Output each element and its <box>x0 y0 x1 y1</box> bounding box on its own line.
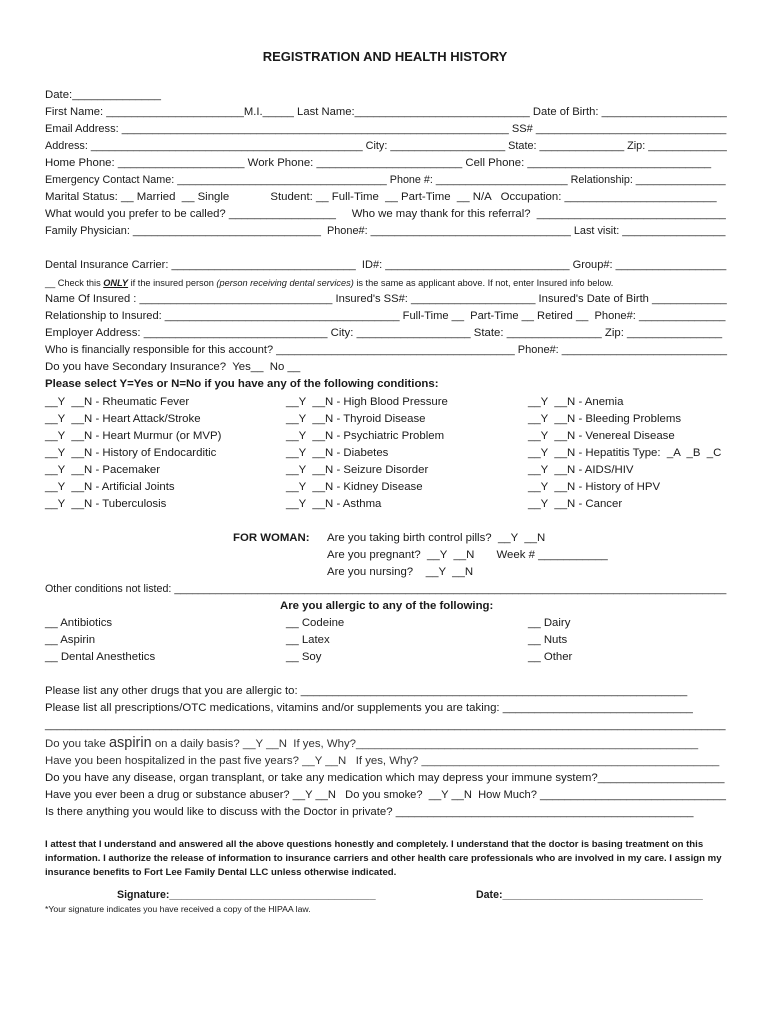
condition-item[interactable]: __Y __N - High Blood Pressure <box>286 396 448 408</box>
prescriptions-field[interactable]: Please list all prescriptions/OTC medications, vitamins and/or supplements you are taking: ______________________________ <box>45 702 693 714</box>
condition-item[interactable]: __Y __N - Psychiatric Problem <box>286 430 445 442</box>
condition-item[interactable]: __Y __N - AIDS/HIV <box>528 464 634 476</box>
prescriptions-continuation-line[interactable]: _________________________________________________________________________________________________________________ <box>45 719 726 731</box>
substance-smoking-question[interactable]: Have you ever been a drug or substance abuser? __Y __N Do you smoke? __Y __N How Much? ______________________________ <box>45 789 726 801</box>
condition-item[interactable]: __Y __N - Diabetes <box>286 447 389 459</box>
secondary-insurance-field[interactable]: Do you have Secondary Insurance? Yes__ No __ <box>45 361 301 373</box>
aspirin-question[interactable] <box>45 736 698 751</box>
immune-question[interactable]: Do you have any disease, organ transplant, or take any medication which may depress your immune system?____________________ <box>45 772 725 784</box>
check-text-italic: (person receiving dental services) <box>216 278 354 288</box>
financial-responsible-fields[interactable]: Who is financially responsible for this account? _______________________________________ Phone#: ___________________________ <box>45 344 727 356</box>
signature-date-field[interactable]: Date:__________________________________ <box>476 889 703 901</box>
relationship-fields[interactable]: Relationship to Insured: ______________________________________ Full-Time __ Part-Time __ Retired __ Phone#: ______________ <box>45 310 726 322</box>
condition-item[interactable]: __Y __N - Cancer <box>528 498 623 510</box>
condition-item[interactable]: __Y __N - Artificial Joints <box>45 481 175 493</box>
condition-item[interactable]: __Y __N - Pacemaker <box>45 464 161 476</box>
condition-item[interactable]: __Y __N - Seizure Disorder <box>286 464 429 476</box>
attestation-statement: I attest that I understand and answered all the above questions honestly and completely. I understand that the doctor is basing treatment on this information. I authorize the release of information to insurance carriers and other health care professionals who are involved in my care. I assign my insurance benefits to Fort Lee Family Dental LLC unless otherwise indicated. <box>45 839 722 878</box>
condition-item[interactable]: __Y __N - Kidney Disease <box>286 481 423 493</box>
nursing-question[interactable]: Are you nursing? __Y __N <box>327 566 474 578</box>
check-only-word: ONLY <box>103 278 129 288</box>
condition-item[interactable]: __Y __N - Venereal Disease <box>528 430 675 442</box>
form-title: REGISTRATION AND HEALTH HISTORY <box>262 49 508 64</box>
emergency-contact-fields[interactable]: Emergency Contact Name: ___________________________________ Phone #: ______________________ Relationship: _______________ <box>45 174 726 186</box>
other-drug-allergies-field[interactable]: Please list any other drugs that you are allergic to: _____________________________________________________________ <box>45 685 688 697</box>
allergy-item[interactable]: __ Soy <box>286 651 322 663</box>
employer-address-fields[interactable]: Employer Address: _____________________________ City: __________________ State: _______________ Zip: _______________ <box>45 327 723 339</box>
date-field[interactable]: Date:______________ <box>45 89 161 101</box>
condition-item[interactable]: __Y __N - History of Endocarditic <box>45 447 217 459</box>
condition-item[interactable]: __Y __N - Asthma <box>286 498 382 510</box>
condition-item[interactable]: __Y __N - Anemia <box>528 396 624 408</box>
pregnant-question[interactable]: Are you pregnant? __Y __N Week # ___________ <box>327 549 608 561</box>
allergy-item[interactable]: __ Latex <box>286 634 330 646</box>
address-fields[interactable]: Address: _____________________________________________ City: ___________________ State: ______________ Zip: _____________ <box>45 140 727 152</box>
aspirin-text: Do you take <box>45 738 109 750</box>
dental-insurance-fields[interactable]: Dental Insurance Carrier: ______________________________ ID#: ______________________________ Group#: __________________ <box>45 259 727 271</box>
allergy-item[interactable]: __ Antibiotics <box>45 617 113 629</box>
same-as-applicant-checkbox[interactable] <box>45 276 613 290</box>
aspirin-word: aspirin <box>108 735 152 751</box>
allergies-heading: Are you allergic to any of the following: <box>280 600 494 612</box>
condition-item[interactable]: __Y __N - Rheumatic Fever <box>45 396 190 408</box>
marital-student-fields[interactable]: Marital Status: __ Married __ Single Student: __ Full-Time __ Part-Time __ N/A Occupation: ________________________ <box>45 191 717 203</box>
condition-item[interactable]: __Y __N - History of HPV <box>528 481 661 493</box>
allergy-item[interactable]: __ Dental Anesthetics <box>45 651 156 663</box>
check-text: __ Check this <box>45 278 104 288</box>
allergy-item[interactable]: __ Aspirin <box>45 634 96 646</box>
hipaa-footnote: *Your signature indicates you have received a copy of the HIPAA law. <box>45 904 311 914</box>
condition-item[interactable]: __Y __N - Heart Attack/Stroke <box>45 413 201 425</box>
other-conditions-field[interactable]: Other conditions not listed: _____________________________________________________________________________________________ <box>45 583 727 595</box>
aspirin-text-post: on a daily basis? __Y __N If yes, Why?______________________________________________________ <box>151 738 699 750</box>
email-ssn-fields[interactable]: Email Address: _______________________________________________________________ SS# _______________________________ <box>45 123 727 135</box>
insured-name-fields[interactable]: Name Of Insured : _______________________________ Insured's SS#: ____________________ Insured's Date of Birth ____________ <box>45 293 727 305</box>
allergy-item[interactable]: __ Nuts <box>528 634 568 646</box>
name-fields[interactable]: First Name: ______________________M.I._____ Last Name:____________________________ Date of Birth: ____________________ <box>45 106 727 118</box>
preferred-name-referral-fields[interactable]: What would you prefer to be called? _________________ Who we may thank for this referral? ______________________________ <box>45 208 726 220</box>
conditions-heading: Please select Y=Yes or N=No if you have any of the following conditions: <box>45 378 439 390</box>
condition-item[interactable]: __Y __N - Thyroid Disease <box>286 413 426 425</box>
condition-item[interactable]: __Y __N - Hepatitis Type: _A _B _C <box>528 447 722 459</box>
condition-item[interactable]: __Y __N - Tuberculosis <box>45 498 167 510</box>
for-woman-label: FOR WOMAN: <box>233 532 310 544</box>
allergy-item[interactable]: __ Codeine <box>286 617 345 629</box>
allergy-item[interactable]: __ Other <box>528 651 573 663</box>
family-physician-fields[interactable]: Family Physician: _______________________________ Phone#: _________________________________ Last visit: _________________ <box>45 225 726 237</box>
allergy-item[interactable]: __ Dairy <box>528 617 571 629</box>
signature-field[interactable]: Signature:___________________________________ <box>117 889 376 901</box>
private-discussion-question[interactable]: Is there anything you would like to discuss with the Doctor in private? _______________________________________________ <box>45 806 694 818</box>
condition-item[interactable]: __Y __N - Bleeding Problems <box>528 413 682 425</box>
check-text-mid: if the insured person <box>128 278 217 288</box>
check-text-post: is the same as applicant above. If not, enter Insured info below. <box>353 278 614 288</box>
birth-control-question[interactable]: Are you taking birth control pills? __Y __N <box>327 532 546 544</box>
hospitalized-question[interactable]: Have you been hospitalized in the past five years? __Y __N If yes, Why? _______________________________________________ <box>45 755 720 767</box>
phone-fields[interactable]: Home Phone: ____________________ Work Phone: _______________________ Cell Phone: _____________________________ <box>45 157 712 169</box>
condition-item[interactable]: __Y __N - Heart Murmur (or MVP) <box>45 430 222 442</box>
